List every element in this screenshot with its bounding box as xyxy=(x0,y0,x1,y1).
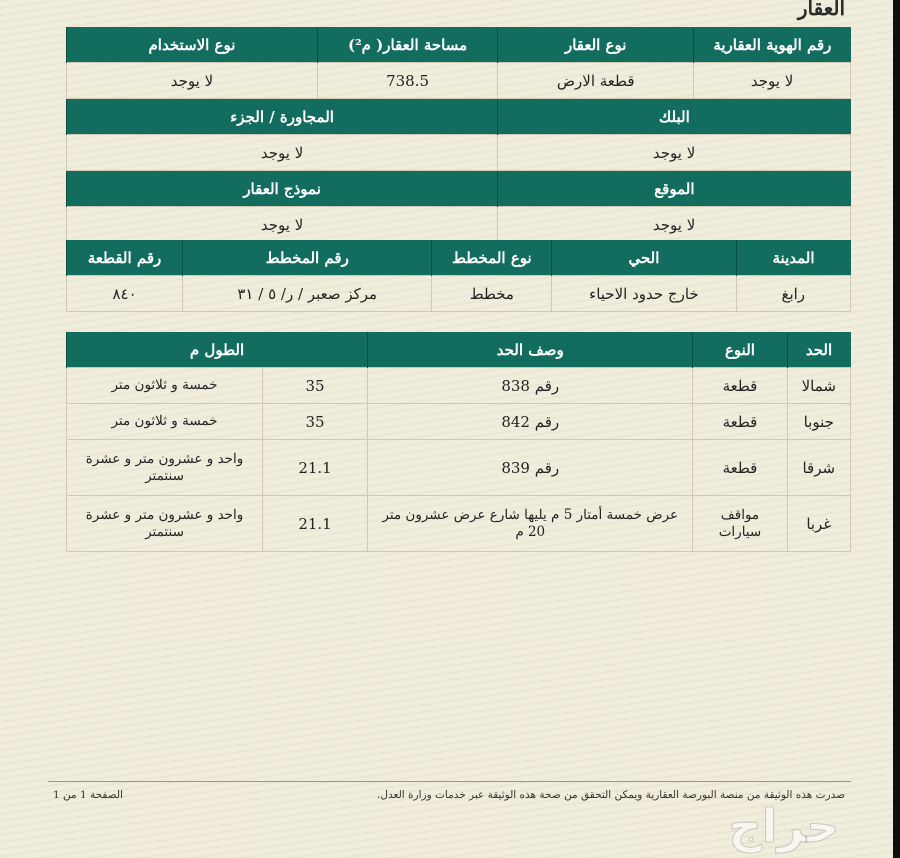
table-row xyxy=(67,368,851,404)
plan-info-table xyxy=(66,240,851,312)
watermark-text: حراج xyxy=(728,799,840,853)
bound-side: جنوبا xyxy=(787,404,851,440)
value-plan-type: مخطط xyxy=(432,276,552,312)
header-bound-type: النوع xyxy=(693,332,787,368)
header-property-id: رقم الهوية العقارية xyxy=(694,27,851,63)
boundaries-table xyxy=(66,332,851,552)
right-edge xyxy=(893,0,900,858)
value-district: خارج حدود الاحياء xyxy=(552,276,736,312)
page-number: الصفحة 1 من 1 xyxy=(53,789,123,801)
header-property-area: مساحة العقار( م²) xyxy=(317,27,497,63)
header-usage-type: نوع الاستخدام xyxy=(67,27,318,63)
bound-length-text: خمسة و ثلاثون متر xyxy=(67,368,263,404)
bound-description: رقم 842 xyxy=(368,404,693,440)
header-side: الحد xyxy=(787,332,851,368)
value-city: رابغ xyxy=(736,276,850,312)
value-neighborhood-part: لا يوجد xyxy=(67,135,498,171)
footer-note: صدرت هذه الوثيقة من منصة البورصة العقارية ويمكن التحقق من صحة هذه الوثيقة عبر خدمات وزارة العدل. xyxy=(377,789,845,801)
section-title: العقار xyxy=(797,0,845,20)
footer-divider xyxy=(48,781,851,782)
bound-description: عرض خمسة أمتار 5 م يليها شارع عرض عشرون متر 20 م xyxy=(368,496,693,552)
header-property-model: نموذج العقار xyxy=(67,171,498,207)
table-row xyxy=(67,496,851,552)
bound-type: مواقف سيارات xyxy=(693,496,787,552)
header-city: المدينة xyxy=(736,240,850,276)
header-neighborhood-part: المجاورة / الجزء xyxy=(67,99,498,135)
value-property-area: 738.5 xyxy=(317,63,497,99)
bound-length-text: خمسة و ثلاثون متر xyxy=(67,404,263,440)
bound-description: رقم 839 xyxy=(368,440,693,496)
header-length: الطول م xyxy=(67,332,368,368)
header-plan-number: رقم المخطط xyxy=(183,240,432,276)
table-row xyxy=(67,440,851,496)
bound-type: قطعة xyxy=(693,404,787,440)
value-usage-type: لا يوجد xyxy=(67,63,318,99)
bound-length-text: واحد و عشرون متر و عشرة سنتمتر xyxy=(67,440,263,496)
property-info-table xyxy=(66,27,851,243)
bound-side: شمالا xyxy=(787,368,851,404)
header-plan-type: نوع المخطط xyxy=(432,240,552,276)
bound-side: غربا xyxy=(787,496,851,552)
bound-length-text: واحد و عشرون متر و عشرة سنتمتر xyxy=(67,496,263,552)
header-district: الحي xyxy=(552,240,736,276)
header-property-type: نوع العقار xyxy=(498,27,694,63)
bound-type: قطعة xyxy=(693,368,787,404)
bound-length: 35 xyxy=(263,368,368,404)
value-property-model: لا يوجد xyxy=(67,207,498,243)
haraj-watermark-logo xyxy=(672,798,893,854)
value-location: لا يوجد xyxy=(498,207,851,243)
value-property-type: قطعة الارض xyxy=(498,63,694,99)
header-plot-number: رقم القطعة xyxy=(67,240,183,276)
bound-type: قطعة xyxy=(693,440,787,496)
header-bound-description: وصف الحد xyxy=(368,332,693,368)
table-row xyxy=(67,404,851,440)
bound-length: 21.1 xyxy=(263,440,368,496)
bound-side: شرقا xyxy=(787,440,851,496)
value-property-id: لا يوجد xyxy=(694,63,851,99)
bound-length: 21.1 xyxy=(263,496,368,552)
header-block: البلك xyxy=(498,99,851,135)
value-plot-number: ٨٤٠ xyxy=(67,276,183,312)
value-block: لا يوجد xyxy=(498,135,851,171)
bound-description: رقم 838 xyxy=(368,368,693,404)
value-plan-number: مركز صعبر / ر/ ٥ / ٣١ xyxy=(183,276,432,312)
bound-length: 35 xyxy=(263,404,368,440)
header-location: الموقع xyxy=(498,171,851,207)
